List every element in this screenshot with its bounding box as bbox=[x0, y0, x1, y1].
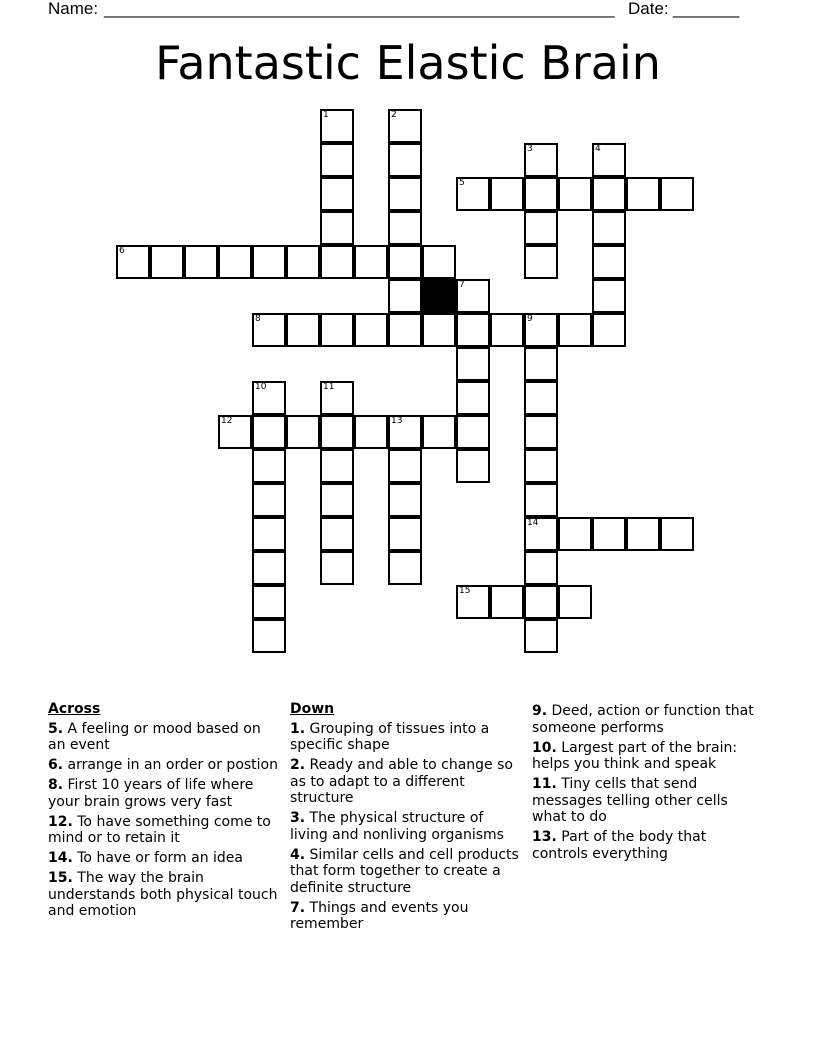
grid-cell[interactable] bbox=[320, 177, 354, 211]
grid-cell[interactable] bbox=[592, 143, 626, 177]
clue-number: 3 bbox=[527, 144, 533, 154]
clue-number-label: 10. bbox=[532, 739, 557, 756]
clue-number: 1 bbox=[323, 110, 329, 120]
grid-cell[interactable] bbox=[456, 585, 490, 619]
grid-cell[interactable] bbox=[354, 245, 388, 279]
grid-cell[interactable] bbox=[320, 245, 354, 279]
date-label: Date: bbox=[628, 0, 669, 18]
grid-cell[interactable] bbox=[320, 449, 354, 483]
clue-number: 4 bbox=[595, 144, 601, 154]
clue-number-label: 13. bbox=[532, 829, 557, 845]
grid-cell[interactable] bbox=[252, 381, 286, 415]
grid-cell[interactable] bbox=[558, 313, 592, 347]
clue-number: 6 bbox=[119, 246, 125, 256]
grid-cell[interactable] bbox=[524, 517, 558, 551]
clue-text: Tiny cells that send messages telling other cells what to do bbox=[532, 776, 728, 825]
clue-number-label: 3. bbox=[290, 810, 306, 826]
grid-cell[interactable] bbox=[320, 143, 354, 177]
clue-item bbox=[532, 703, 764, 736]
grid-cell[interactable] bbox=[524, 483, 558, 517]
clue-text: First 10 years of life where your brain grows very fast bbox=[48, 777, 254, 810]
clue-number: 12 bbox=[221, 416, 233, 426]
across-clues bbox=[48, 701, 280, 923]
grid-cell[interactable] bbox=[456, 381, 490, 415]
clue-text: Largest part of the brain: helps you think and speak bbox=[532, 739, 738, 772]
grid-cell[interactable] bbox=[320, 415, 354, 449]
clue-number: 7 bbox=[459, 280, 465, 290]
grid-cell[interactable] bbox=[524, 551, 558, 585]
grid-cell[interactable] bbox=[388, 143, 422, 177]
grid-cell[interactable] bbox=[252, 313, 286, 347]
grid-cell[interactable] bbox=[252, 483, 286, 517]
down-clues-column-2 bbox=[532, 703, 764, 866]
grid-cell[interactable] bbox=[524, 619, 558, 653]
clue-number: 10 bbox=[255, 382, 267, 392]
clue-number-label: 5. bbox=[48, 720, 64, 737]
grid-cell[interactable] bbox=[490, 313, 524, 347]
grid-cell[interactable] bbox=[456, 415, 490, 449]
name-label: Name: bbox=[48, 0, 99, 18]
grid-cell[interactable] bbox=[456, 313, 490, 347]
clue-text: The physical structure of living and nonliving organisms bbox=[290, 810, 504, 843]
grid-cell[interactable] bbox=[558, 177, 592, 211]
puzzle-title: Fantastic Elastic Brain bbox=[155, 36, 661, 90]
down-clue-list-continued bbox=[532, 703, 764, 862]
clue-number: 15 bbox=[459, 586, 471, 596]
clue-text: To have something come to mind or to retain it bbox=[48, 813, 271, 846]
grid-cell[interactable] bbox=[524, 211, 558, 245]
clue-text: Ready and able to change so as to adapt to a different structure bbox=[290, 757, 513, 806]
grid-cell[interactable] bbox=[524, 313, 558, 347]
date-field[interactable]: _______ bbox=[673, 0, 740, 18]
grid-cell[interactable] bbox=[388, 177, 422, 211]
grid-cell[interactable] bbox=[524, 177, 558, 211]
grid-cell[interactable] bbox=[388, 109, 422, 143]
grid-cell[interactable] bbox=[524, 245, 558, 279]
clue-number: 9 bbox=[527, 314, 533, 324]
clue-number-label: 9. bbox=[532, 703, 548, 719]
clue-number-label: 8. bbox=[48, 777, 64, 793]
clue-item bbox=[290, 900, 522, 933]
grid-cell[interactable] bbox=[218, 415, 252, 449]
grid-cell[interactable] bbox=[660, 517, 694, 551]
clue-item bbox=[48, 814, 280, 847]
clue-number-label: 15. bbox=[48, 870, 73, 886]
clue-number: 14 bbox=[527, 518, 539, 528]
clue-text: Grouping of tissues into a specific shape bbox=[290, 720, 490, 753]
grid-cell[interactable] bbox=[252, 585, 286, 619]
clue-text: Things and events you remember bbox=[290, 899, 469, 932]
grid-cell[interactable] bbox=[150, 245, 184, 279]
grid-cell[interactable] bbox=[320, 483, 354, 517]
across-clue-list bbox=[48, 721, 280, 920]
clue-item bbox=[48, 721, 280, 754]
grid-cell[interactable] bbox=[422, 313, 456, 347]
grid-cell[interactable] bbox=[286, 245, 320, 279]
clue-number-label: 2. bbox=[290, 757, 306, 773]
clue-text: The way the brain understands both physical touch and emotion bbox=[48, 870, 278, 919]
grid-cell[interactable] bbox=[524, 449, 558, 483]
clue-item bbox=[290, 721, 522, 754]
clue-text: Part of the body that controls everything bbox=[532, 829, 707, 862]
grid-cell[interactable] bbox=[320, 381, 354, 415]
grid-cell[interactable] bbox=[524, 143, 558, 177]
grid-cell[interactable] bbox=[320, 551, 354, 585]
grid-cell[interactable] bbox=[388, 313, 422, 347]
grid-cell[interactable] bbox=[320, 211, 354, 245]
clue-text: To have or form an idea bbox=[72, 850, 243, 866]
grid-cell[interactable] bbox=[320, 517, 354, 551]
grid-cell[interactable] bbox=[252, 517, 286, 551]
clue-item bbox=[532, 829, 764, 862]
grid-cell[interactable] bbox=[252, 449, 286, 483]
grid-cell[interactable] bbox=[354, 313, 388, 347]
clue-number: 11 bbox=[323, 382, 335, 392]
grid-cell[interactable] bbox=[524, 415, 558, 449]
grid-cell[interactable] bbox=[592, 245, 626, 279]
across-heading: Across bbox=[48, 701, 101, 717]
grid-cell[interactable] bbox=[388, 245, 422, 279]
grid-cell[interactable] bbox=[252, 619, 286, 653]
grid-cell[interactable] bbox=[388, 483, 422, 517]
clue-number: 8 bbox=[255, 314, 261, 324]
grid-cell[interactable] bbox=[116, 245, 150, 279]
grid-cell[interactable] bbox=[592, 211, 626, 245]
grid-cell[interactable] bbox=[456, 449, 490, 483]
grid-cell[interactable] bbox=[286, 313, 320, 347]
black-square bbox=[422, 279, 456, 313]
grid-cell[interactable] bbox=[388, 449, 422, 483]
clue-number: 5 bbox=[459, 178, 465, 188]
grid-cell[interactable] bbox=[524, 347, 558, 381]
grid-cell[interactable] bbox=[558, 585, 592, 619]
grid-cell[interactable] bbox=[456, 177, 490, 211]
grid-cell[interactable] bbox=[252, 415, 286, 449]
down-clue-list bbox=[290, 721, 522, 933]
clue-text: arrange in an order or postion bbox=[63, 757, 278, 773]
grid-cell[interactable] bbox=[456, 347, 490, 381]
grid-cell[interactable] bbox=[592, 279, 626, 313]
clue-number-label: 7. bbox=[290, 899, 306, 916]
grid-cell[interactable] bbox=[422, 245, 456, 279]
clue-number-label: 6. bbox=[48, 757, 64, 773]
grid-cell[interactable] bbox=[388, 415, 422, 449]
grid-cell[interactable] bbox=[252, 245, 286, 279]
grid-cell[interactable] bbox=[626, 517, 660, 551]
grid-cell[interactable] bbox=[422, 415, 456, 449]
clue-number: 2 bbox=[391, 110, 397, 120]
grid-cell[interactable] bbox=[184, 245, 218, 279]
grid-cell[interactable] bbox=[456, 279, 490, 313]
clue-number-label: 1. bbox=[290, 720, 306, 737]
name-field[interactable]: ______________________________________________________ bbox=[104, 0, 615, 18]
grid-cell[interactable] bbox=[354, 415, 388, 449]
clue-item bbox=[532, 740, 764, 773]
grid-cell[interactable] bbox=[388, 279, 422, 313]
grid-cell[interactable] bbox=[592, 517, 626, 551]
clue-item bbox=[48, 850, 280, 867]
grid-cell[interactable] bbox=[524, 381, 558, 415]
down-heading: Down bbox=[290, 701, 335, 717]
grid-cell[interactable] bbox=[626, 177, 660, 211]
clue-item bbox=[290, 757, 522, 807]
clue-text: Deed, action or function that someone performs bbox=[532, 703, 754, 736]
grid-cell[interactable] bbox=[558, 517, 592, 551]
clue-number-label: 12. bbox=[48, 813, 73, 830]
grid-cell[interactable] bbox=[320, 313, 354, 347]
grid-cell[interactable] bbox=[592, 313, 626, 347]
grid-cell[interactable] bbox=[490, 177, 524, 211]
grid-cell[interactable] bbox=[388, 551, 422, 585]
clue-item bbox=[290, 847, 522, 897]
grid-cell[interactable] bbox=[252, 551, 286, 585]
clue-item bbox=[290, 810, 522, 843]
grid-cell[interactable] bbox=[524, 585, 558, 619]
clue-number-label: 14. bbox=[48, 850, 73, 866]
grid-cell[interactable] bbox=[592, 177, 626, 211]
clue-number-label: 11. bbox=[532, 776, 557, 792]
clue-number: 13 bbox=[391, 416, 403, 426]
grid-cell[interactable] bbox=[388, 211, 422, 245]
clue-item bbox=[532, 776, 764, 826]
grid-cell[interactable] bbox=[320, 109, 354, 143]
grid-cell[interactable] bbox=[218, 245, 252, 279]
grid-cell[interactable] bbox=[490, 585, 524, 619]
clue-text: A feeling or mood based on an event bbox=[48, 720, 261, 753]
grid-cell[interactable] bbox=[286, 415, 320, 449]
down-clues-column-1 bbox=[290, 701, 522, 936]
grid-cell[interactable] bbox=[388, 517, 422, 551]
clue-number-label: 4. bbox=[290, 846, 306, 863]
grid-cell[interactable] bbox=[660, 177, 694, 211]
clue-item bbox=[48, 777, 280, 810]
clue-item bbox=[48, 757, 280, 774]
clue-item bbox=[48, 870, 280, 920]
clue-text: Similar cells and cell products that form together to create a definite structure bbox=[290, 846, 519, 896]
